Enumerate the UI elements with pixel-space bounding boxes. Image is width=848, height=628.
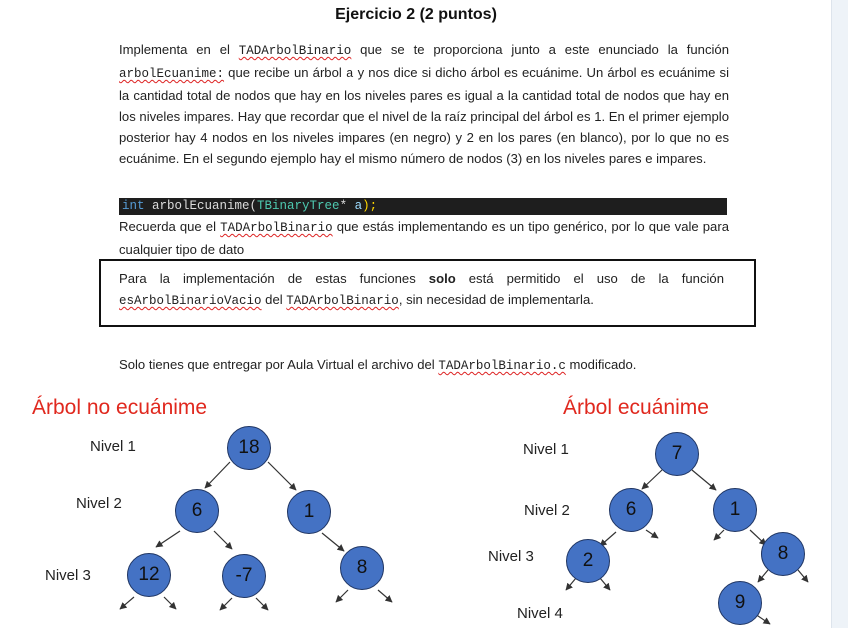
- exercise-title: Ejercicio 2 (2 puntos): [335, 6, 497, 23]
- note-text-3: del: [261, 292, 287, 307]
- edge-2-null-r: [600, 578, 610, 590]
- tree2-node-2: 2: [566, 539, 610, 583]
- edge-7-null-l: [220, 598, 232, 610]
- argument-name: a: [345, 67, 354, 81]
- intro-text-1: Implementa en el: [119, 42, 239, 57]
- reminder-tad: TADArbolBinario: [220, 221, 333, 235]
- code-type: TBinaryTree: [257, 199, 340, 213]
- tree1-node-8: 8: [340, 546, 384, 590]
- note-tad: TADArbolBinario: [286, 294, 399, 308]
- edge-1-8: [322, 533, 344, 551]
- edge-6-null-r: [646, 530, 658, 538]
- note-function: esArbolBinarioVacio: [119, 294, 262, 308]
- tree2-level-2: Nivel 2: [524, 502, 570, 519]
- intro-text-4: y nos dice si dicho árbol es ecuánime. Un árbol es ecuánime si la cantidad total de nodos que hay en los niveles pares es igual a la cantidad total de nodos que hay en los niveles impares. Hay que recordar que el nivel de la raíz principal del árbol es 1. En el primer ejemplo posterior hay 4 nodos en los niveles impares (en negro) y 2 en los pares (en blanco), por lo que no es ecuánime. En el segundo ejemplo hay el mismo número de nodos (3) en los niveles pares e impares.: [119, 65, 729, 166]
- tree2-title: Árbol ecuánime: [563, 396, 709, 419]
- note-text-2: está permitido el uso de la función: [455, 271, 724, 286]
- tree2-node-8: 8: [761, 532, 805, 576]
- note-text-4: , sin necesidad de implementarla.: [398, 292, 594, 307]
- submit-text-1: Solo tienes que entregar por Aula Virtual el archivo del: [119, 357, 439, 372]
- code-pointer: *: [339, 199, 355, 213]
- edge-18-1: [268, 462, 296, 490]
- submit-file: TADArbolBinario.c: [438, 359, 566, 373]
- edge-6-12: [156, 531, 180, 547]
- tree1-title: Árbol no ecuánime: [32, 396, 208, 419]
- tree2-node-9: 9: [718, 581, 762, 625]
- code-param: a: [354, 199, 363, 213]
- edge-1-null-l: [714, 530, 724, 540]
- edge-7-1: [692, 470, 716, 490]
- edge-12-null-r: [164, 597, 176, 609]
- edge-8-null-r: [378, 590, 392, 602]
- note-bold: solo: [428, 271, 456, 286]
- tree2-node-7: 7: [655, 432, 699, 476]
- edge-18-6: [205, 462, 230, 488]
- code-end: );: [362, 199, 378, 213]
- tad-name: TADArbolBinario: [238, 44, 352, 58]
- code-keyword: int: [122, 199, 145, 213]
- tree1-level-1: Nivel 1: [90, 438, 136, 455]
- edge-8-9: [758, 570, 768, 582]
- tree2-level-3: Nivel 3: [488, 548, 534, 565]
- tree2-node-6: 6: [609, 488, 653, 532]
- intro-text-3: que recibe un árbol: [224, 65, 346, 80]
- intro-text-2: que se te proporciona junto a este enunciado la función: [351, 42, 729, 57]
- edge-7-null-r: [256, 598, 268, 610]
- reminder-text-2: que estás implementando es un tipo genérico, por lo que vale para cualquier tipo de dato: [119, 219, 729, 257]
- tree1-node-minus7: -7: [222, 554, 266, 598]
- tree2-level-1: Nivel 1: [523, 441, 569, 458]
- tree1-level-2: Nivel 2: [76, 495, 122, 512]
- function-name: arbolEcuanime:: [119, 67, 225, 81]
- tree1-node-12: 12: [127, 553, 171, 597]
- edge-6-7: [214, 531, 232, 549]
- edge-8-null-l: [336, 590, 348, 602]
- edge-12-null-l: [120, 597, 134, 609]
- tree2-node-1: 1: [713, 488, 757, 532]
- submit-text-2: modificado.: [565, 357, 637, 372]
- tree2-level-4: Nivel 4: [517, 605, 563, 622]
- code-function: arbolEcuanime(: [144, 199, 258, 213]
- reminder-text-1: Recuerda que el: [119, 219, 221, 234]
- edge-7-6: [642, 470, 662, 489]
- edge-8b-null-r: [798, 570, 808, 582]
- edge-2-null-l: [566, 578, 576, 590]
- tree1-node-1: 1: [287, 490, 331, 534]
- note-text-1: Para la implementación de estas funciones: [119, 271, 429, 286]
- tree1-node-6: 6: [175, 489, 219, 533]
- tree1-node-18: 18: [227, 426, 271, 470]
- tree1-level-3: Nivel 3: [45, 567, 91, 584]
